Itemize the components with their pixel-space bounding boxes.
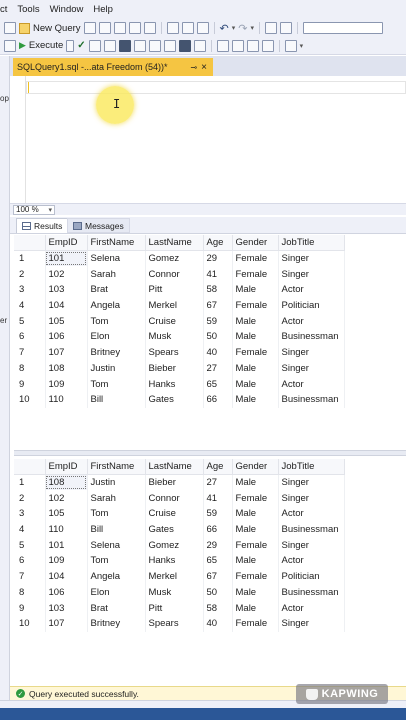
kapwing-logo-icon [306, 689, 318, 700]
table-cell[interactable]: 29 [203, 251, 232, 267]
results-grid-2[interactable] [14, 459, 345, 632]
menu-window[interactable]: Window [49, 4, 84, 15]
table-cell[interactable]: Gomez [145, 251, 203, 267]
table-cell[interactable]: Female [232, 569, 278, 585]
table-cell[interactable]: Singer [278, 616, 344, 632]
column-header[interactable]: Gender [232, 459, 278, 475]
results-to-text-icon[interactable] [164, 40, 176, 52]
table-cell[interactable]: Female [232, 537, 278, 553]
table-cell[interactable]: 40 [203, 616, 232, 632]
toolbar-overflow-icon[interactable]: ▾ [299, 42, 304, 50]
display-plan-icon[interactable] [89, 40, 101, 52]
column-header[interactable]: Age [203, 235, 232, 251]
row-number-cell: 4 [14, 522, 45, 538]
table-cell[interactable]: Male [232, 585, 278, 601]
table-cell[interactable]: Britney [87, 345, 145, 361]
table-cell[interactable]: Female [232, 251, 278, 267]
table-cell[interactable]: Elon [87, 585, 145, 601]
table-cell[interactable]: Businessman [278, 329, 344, 345]
table-row[interactable] [14, 376, 344, 392]
column-header[interactable]: JobTitle [278, 459, 344, 475]
table-cell[interactable]: Connor [145, 266, 203, 282]
decrease-indent-icon[interactable] [247, 40, 259, 52]
table-cell[interactable]: Sarah [87, 490, 145, 506]
watermark-text: KAPWING [321, 688, 379, 700]
results-tab-strip [10, 217, 406, 234]
table-cell[interactable]: Politician [278, 298, 344, 314]
table-cell[interactable]: Businessman [278, 585, 344, 601]
table-cell[interactable]: Cruise [145, 506, 203, 522]
table-cell[interactable]: 50 [203, 329, 232, 345]
row-number-cell: 9 [14, 600, 45, 616]
pin-icon[interactable]: ⊸ [190, 62, 198, 72]
table-cell[interactable]: 66 [203, 522, 232, 538]
current-line-highlight [26, 81, 406, 94]
table-cell[interactable]: Female [232, 616, 278, 632]
uncomment-icon[interactable] [232, 40, 244, 52]
grid-header-row [14, 459, 344, 475]
new-query-label: New Query [33, 22, 81, 34]
table-cell[interactable]: Singer [278, 537, 344, 553]
table-cell[interactable]: Bill [87, 522, 145, 538]
table-cell[interactable]: Pitt [145, 282, 203, 298]
kapwing-watermark [296, 684, 388, 704]
table-cell[interactable]: Musk [145, 329, 203, 345]
table-cell[interactable]: 50 [203, 585, 232, 601]
text-cursor-icon: I [113, 97, 121, 111]
table-cell[interactable]: Selena [87, 251, 145, 267]
menu-tools[interactable]: Tools [17, 4, 40, 15]
table-cell[interactable]: 101 [45, 537, 87, 553]
tab-messages[interactable] [67, 218, 130, 233]
execute-icon: ▶ [19, 40, 26, 50]
table-cell[interactable]: Male [232, 282, 278, 298]
messages-icon [73, 222, 82, 230]
client-stats-icon[interactable] [149, 40, 161, 52]
table-cell[interactable]: 58 [203, 600, 232, 616]
status-text: Query executed successfully. [29, 688, 139, 699]
column-header[interactable]: LastName [145, 459, 203, 475]
table-cell[interactable]: 101 [45, 251, 87, 267]
intellisense-icon[interactable] [119, 40, 131, 52]
table-cell[interactable]: Actor [278, 600, 344, 616]
row-number-cell: 9 [14, 376, 45, 392]
table-cell[interactable]: 106 [45, 329, 87, 345]
table-cell[interactable]: 109 [45, 376, 87, 392]
increase-indent-icon[interactable] [262, 40, 274, 52]
tab-title: SQLQuery1.sql -...ata Freedom (54))* [17, 62, 168, 72]
column-header[interactable]: LastName [145, 235, 203, 251]
table-row[interactable] [14, 475, 344, 491]
row-number-cell: 5 [14, 537, 45, 553]
table-cell[interactable]: Sarah [87, 266, 145, 282]
column-header[interactable]: Age [203, 459, 232, 475]
result-set-splitter[interactable] [14, 450, 406, 456]
table-row[interactable] [14, 392, 344, 408]
table-row[interactable] [14, 282, 344, 298]
table-cell[interactable]: Male [232, 506, 278, 522]
table-cell[interactable]: Singer [278, 361, 344, 377]
table-cell[interactable]: Justin [87, 361, 145, 377]
table-cell[interactable]: 29 [203, 537, 232, 553]
table-cell[interactable]: Bill [87, 392, 145, 408]
table-row[interactable] [14, 298, 344, 314]
table-cell[interactable]: Actor [278, 376, 344, 392]
table-cell[interactable]: 106 [45, 585, 87, 601]
table-cell[interactable]: Businessman [278, 522, 344, 538]
column-header[interactable]: EmpID [45, 459, 87, 475]
table-cell[interactable]: Brat [87, 600, 145, 616]
solution-dropdown-icon[interactable] [280, 22, 292, 34]
database-selector-icon[interactable] [4, 40, 16, 52]
menu-bar [0, 0, 406, 19]
table-row[interactable] [14, 490, 344, 506]
column-header[interactable]: JobTitle [278, 235, 344, 251]
side-label-mid: er [0, 316, 8, 325]
xmla-query-icon[interactable] [144, 22, 156, 34]
table-cell[interactable]: Female [232, 345, 278, 361]
side-label-top: op [0, 94, 9, 103]
table-cell[interactable]: Bieber [145, 361, 203, 377]
table-cell[interactable]: 65 [203, 376, 232, 392]
table-cell[interactable]: Merkel [145, 569, 203, 585]
table-cell[interactable]: 108 [45, 475, 87, 491]
row-number-cell: 3 [14, 282, 45, 298]
zoom-select[interactable] [13, 205, 55, 215]
table-cell[interactable]: 104 [45, 569, 87, 585]
table-cell[interactable]: Male [232, 329, 278, 345]
table-row[interactable] [14, 329, 344, 345]
table-cell[interactable]: Actor [278, 313, 344, 329]
new-query-icon [19, 23, 30, 34]
row-number-cell: 8 [14, 585, 45, 601]
row-number-header [14, 459, 45, 475]
table-cell[interactable]: 59 [203, 506, 232, 522]
tab-sqlquery1[interactable] [13, 58, 213, 76]
results-to-file-icon[interactable] [194, 40, 206, 52]
table-cell[interactable]: Connor [145, 490, 203, 506]
table-cell[interactable]: 105 [45, 313, 87, 329]
table-cell[interactable]: Male [232, 475, 278, 491]
table-cell[interactable]: Singer [278, 490, 344, 506]
row-number-cell: 7 [14, 345, 45, 361]
dax-query-icon[interactable] [129, 22, 141, 34]
row-number-cell: 1 [14, 475, 45, 491]
table-cell[interactable]: Merkel [145, 298, 203, 314]
row-number-cell: 6 [14, 553, 45, 569]
new-query-button[interactable] [19, 23, 81, 34]
table-row[interactable] [14, 251, 344, 267]
table-cell[interactable]: Hanks [145, 376, 203, 392]
table-cell[interactable]: 107 [45, 616, 87, 632]
parse-check-icon[interactable]: ✓ [77, 40, 86, 51]
table-cell[interactable]: Spears [145, 345, 203, 361]
table-cell[interactable]: Selena [87, 537, 145, 553]
redo-icon[interactable]: ↷ [238, 22, 248, 35]
table-cell[interactable]: Britney [87, 616, 145, 632]
table-cell[interactable]: Tom [87, 376, 145, 392]
column-header[interactable]: EmpID [45, 235, 87, 251]
table-cell[interactable]: 58 [203, 282, 232, 298]
sql-editor-toolbar [0, 37, 406, 55]
table-row[interactable] [14, 506, 344, 522]
change-marker [28, 82, 29, 93]
table-cell[interactable]: Actor [278, 506, 344, 522]
table-cell[interactable]: Angela [87, 298, 145, 314]
include-plan-icon[interactable] [134, 40, 146, 52]
execute-button[interactable] [19, 40, 63, 51]
table-row[interactable] [14, 266, 344, 282]
table-cell[interactable]: Male [232, 522, 278, 538]
table-cell[interactable]: Male [232, 392, 278, 408]
table-row[interactable] [14, 616, 344, 632]
column-header[interactable]: FirstName [87, 459, 145, 475]
table-cell[interactable]: Singer [278, 266, 344, 282]
mdx-query-icon[interactable] [114, 22, 126, 34]
table-cell[interactable]: 107 [45, 345, 87, 361]
table-cell[interactable]: Businessman [278, 392, 344, 408]
database-query-icon[interactable] [84, 22, 96, 34]
table-row[interactable] [14, 361, 344, 377]
table-row[interactable] [14, 522, 344, 538]
table-cell[interactable]: Female [232, 298, 278, 314]
tab-results-label: Results [34, 221, 63, 231]
table-cell[interactable]: 110 [45, 392, 87, 408]
table-cell[interactable]: Actor [278, 282, 344, 298]
table-cell[interactable]: Male [232, 361, 278, 377]
menu-project[interactable]: ct [0, 4, 8, 15]
table-cell[interactable]: Cruise [145, 313, 203, 329]
nav-icon[interactable] [4, 22, 16, 34]
table-row[interactable] [14, 537, 344, 553]
application-status-strip [0, 708, 406, 720]
comment-icon[interactable] [217, 40, 229, 52]
table-cell[interactable]: Gomez [145, 537, 203, 553]
table-cell[interactable]: 59 [203, 313, 232, 329]
tab-results[interactable] [16, 218, 68, 233]
stop-icon[interactable] [66, 40, 74, 52]
table-cell[interactable]: 40 [203, 345, 232, 361]
table-cell[interactable]: Singer [278, 251, 344, 267]
redo-dropdown-icon[interactable]: ▾ [250, 25, 254, 32]
table-cell[interactable]: Brat [87, 282, 145, 298]
table-cell[interactable]: 66 [203, 392, 232, 408]
row-number-cell: 5 [14, 313, 45, 329]
table-cell[interactable]: Justin [87, 475, 145, 491]
row-number-header [14, 235, 45, 251]
table-cell[interactable]: 104 [45, 298, 87, 314]
table-row[interactable] [14, 345, 344, 361]
menu-help[interactable]: Help [93, 4, 113, 15]
row-number-cell: 1 [14, 251, 45, 267]
table-cell[interactable]: Angela [87, 569, 145, 585]
table-cell[interactable]: Musk [145, 585, 203, 601]
row-number-cell: 10 [14, 616, 45, 632]
table-cell[interactable]: Male [232, 600, 278, 616]
table-cell[interactable]: Singer [278, 345, 344, 361]
table-cell[interactable]: Tom [87, 313, 145, 329]
table-cell[interactable]: 105 [45, 506, 87, 522]
undo-icon[interactable]: ↶ [219, 22, 229, 35]
table-cell[interactable]: 27 [203, 361, 232, 377]
table-cell[interactable]: 41 [203, 490, 232, 506]
table-cell[interactable]: Male [232, 376, 278, 392]
table-cell[interactable]: 67 [203, 298, 232, 314]
row-number-cell: 7 [14, 569, 45, 585]
table-cell[interactable]: Pitt [145, 600, 203, 616]
editor-zoom-bar [10, 203, 406, 215]
analysis-query-icon[interactable] [99, 22, 111, 34]
paste-icon[interactable] [197, 22, 209, 34]
table-cell[interactable]: Male [232, 313, 278, 329]
table-cell[interactable]: Gates [145, 392, 203, 408]
specify-values-icon[interactable] [285, 40, 297, 52]
row-number-cell: 4 [14, 298, 45, 314]
solution-icon[interactable] [265, 22, 277, 34]
table-cell[interactable]: 108 [45, 361, 87, 377]
row-number-cell: 3 [14, 506, 45, 522]
table-cell[interactable]: Tom [87, 506, 145, 522]
zoom-dropdown-icon: ▾ [48, 206, 52, 214]
success-check-icon: ✓ [17, 690, 24, 698]
grid-header-row [14, 235, 344, 251]
row-number-cell: 10 [14, 392, 45, 408]
row-number-cell: 6 [14, 329, 45, 345]
column-header[interactable]: Gender [232, 235, 278, 251]
find-box[interactable] [303, 22, 383, 34]
cut-icon[interactable] [167, 22, 179, 34]
table-cell[interactable]: Bieber [145, 475, 203, 491]
table-cell[interactable]: 109 [45, 553, 87, 569]
query-editor[interactable] [10, 76, 406, 203]
table-cell[interactable]: Hanks [145, 553, 203, 569]
row-number-cell: 8 [14, 361, 45, 377]
document-tab-strip [10, 56, 406, 76]
results-grid-1[interactable] [14, 235, 345, 408]
table-cell[interactable]: Politician [278, 569, 344, 585]
table-cell[interactable]: Singer [278, 475, 344, 491]
table-cell[interactable]: 110 [45, 522, 87, 538]
standard-toolbar [0, 19, 406, 37]
undo-dropdown-icon[interactable]: ▾ [231, 25, 236, 32]
table-cell[interactable]: 65 [203, 553, 232, 569]
column-header[interactable]: FirstName [87, 235, 145, 251]
zoom-value: 100 % [16, 205, 39, 214]
table-cell[interactable]: 102 [45, 490, 87, 506]
table-row[interactable] [14, 553, 344, 569]
table-cell[interactable]: Tom [87, 553, 145, 569]
editor-gutter [10, 76, 26, 203]
table-cell[interactable]: 103 [45, 600, 87, 616]
table-row[interactable] [14, 600, 344, 616]
table-cell[interactable]: Gates [145, 522, 203, 538]
table-cell[interactable]: Female [232, 490, 278, 506]
table-row[interactable] [14, 585, 344, 601]
close-icon[interactable]: × [201, 61, 207, 73]
results-to-grid-icon[interactable] [179, 40, 191, 52]
table-cell[interactable]: Female [232, 266, 278, 282]
row-number-cell: 2 [14, 490, 45, 506]
table-cell[interactable]: 41 [203, 266, 232, 282]
table-cell[interactable]: Elon [87, 329, 145, 345]
table-cell[interactable]: 102 [45, 266, 87, 282]
table-row[interactable] [14, 569, 344, 585]
copy-icon[interactable] [182, 22, 194, 34]
execute-label: Execute [28, 40, 64, 51]
table-cell[interactable]: Spears [145, 616, 203, 632]
table-cell[interactable]: Male [232, 553, 278, 569]
table-cell[interactable]: Actor [278, 553, 344, 569]
table-cell[interactable]: 103 [45, 282, 87, 298]
table-row[interactable] [14, 313, 344, 329]
query-options-icon[interactable] [104, 40, 116, 52]
results-grid-icon [22, 222, 31, 230]
table-cell[interactable]: 67 [203, 569, 232, 585]
table-cell[interactable]: 27 [203, 475, 232, 491]
object-explorer-strip [0, 56, 10, 706]
tab-messages-label: Messages [85, 220, 124, 231]
row-number-cell: 2 [14, 266, 45, 282]
